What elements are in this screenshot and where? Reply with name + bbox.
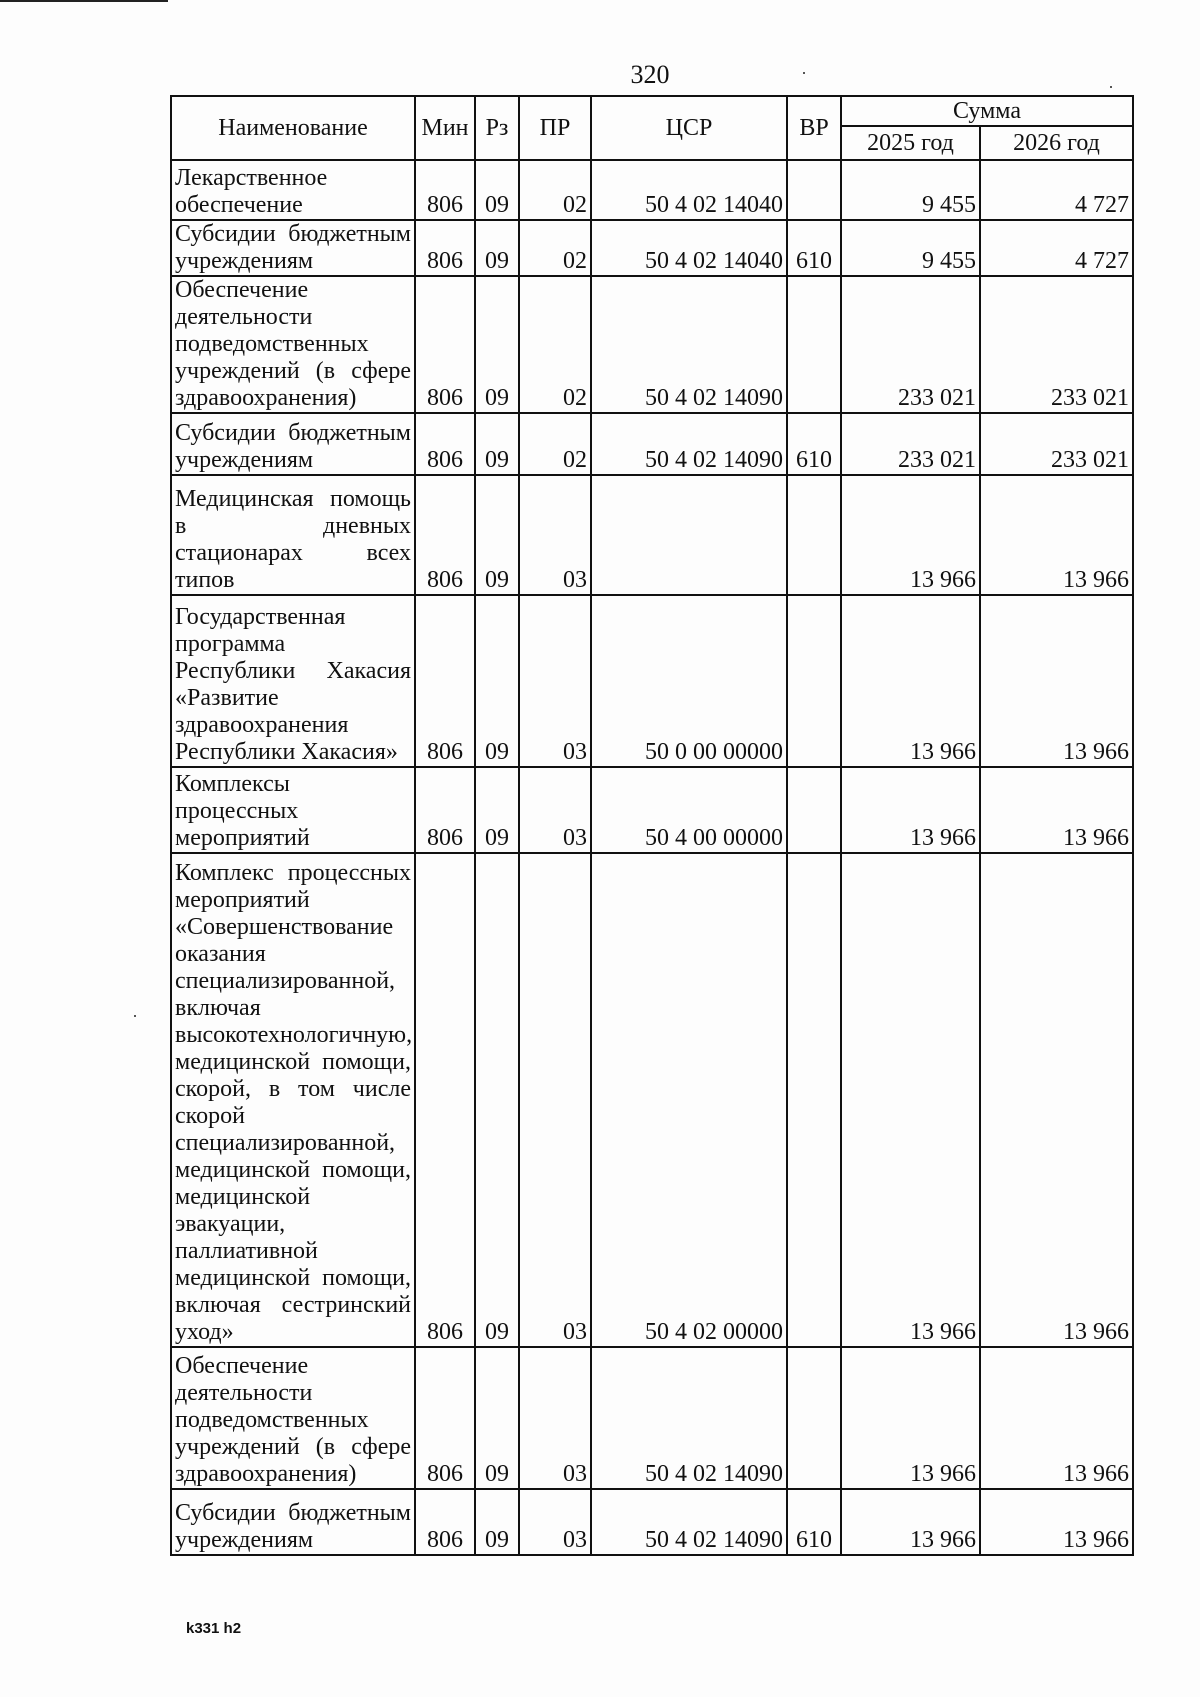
row-csr: 50 0 00 00000 [591, 595, 787, 767]
row-amount-2026: 233 021 [980, 413, 1133, 475]
row-pr: 03 [519, 475, 591, 595]
row-amount-2026: 13 966 [980, 853, 1133, 1347]
row-csr: 50 4 02 14040 [591, 220, 787, 276]
row-name: Субсидии бюджетным учреждениям [171, 413, 415, 475]
row-min: 806 [415, 160, 475, 220]
row-amount-2026: 13 966 [980, 1489, 1133, 1555]
row-min: 806 [415, 220, 475, 276]
row-name: Комплекс процессных мероприятий «Совершенствование оказания специализированной, включая высокотехнологичную, медицинской помощи, скорой, в том числе скорой специализированной, медицинской помощи, медицинской эвакуации, паллиативной медицинской помощи, включая сестринский уход» [171, 853, 415, 1347]
row-csr: 50 4 02 00000 [591, 853, 787, 1347]
row-min: 806 [415, 853, 475, 1347]
page-number: 320 [630, 60, 670, 89]
row-name: Комплексы процессных мероприятий [171, 767, 415, 853]
row-min: 806 [415, 1347, 475, 1489]
row-min: 806 [415, 413, 475, 475]
row-rz: 09 [475, 853, 519, 1347]
row-csr: 50 4 02 14090 [591, 1347, 787, 1489]
row-amount-2025: 233 021 [841, 276, 980, 413]
row-rz: 09 [475, 413, 519, 475]
row-rz: 09 [475, 595, 519, 767]
header-pr: ПР [519, 96, 591, 160]
row-vr [787, 160, 841, 220]
row-name: Лекарственное обеспечение [171, 160, 415, 220]
row-csr [591, 475, 787, 595]
row-amount-2025: 13 966 [841, 595, 980, 767]
row-name: Государственная программа Республики Хакасия «Развитие здравоохранения Республики Хакасия» [171, 595, 415, 767]
row-min: 806 [415, 1489, 475, 1555]
row-pr: 02 [519, 160, 591, 220]
row-rz: 09 [475, 1489, 519, 1555]
row-min: 806 [415, 595, 475, 767]
row-pr: 03 [519, 1347, 591, 1489]
budget-table [170, 95, 1134, 1556]
row-pr: 03 [519, 767, 591, 853]
table-body [171, 160, 1133, 1555]
row-amount-2026: 13 966 [980, 1347, 1133, 1489]
row-csr: 50 4 00 00000 [591, 767, 787, 853]
row-amount-2025: 9 455 [841, 220, 980, 276]
row-amount-2026: 4 727 [980, 160, 1133, 220]
row-amount-2025: 13 966 [841, 853, 980, 1347]
row-rz: 09 [475, 1347, 519, 1489]
row-vr [787, 1347, 841, 1489]
row-min: 806 [415, 475, 475, 595]
row-amount-2025: 13 966 [841, 1347, 980, 1489]
row-vr [787, 767, 841, 853]
table-row [171, 220, 1133, 276]
table-row [171, 475, 1133, 595]
row-amount-2025: 13 966 [841, 767, 980, 853]
row-amount-2025: 233 021 [841, 413, 980, 475]
row-csr: 50 4 02 14090 [591, 1489, 787, 1555]
row-min: 806 [415, 276, 475, 413]
row-pr: 03 [519, 1489, 591, 1555]
scan-speck [1110, 86, 1112, 88]
table-row [171, 1489, 1133, 1555]
top-edge-line [0, 0, 168, 2]
table-row [171, 413, 1133, 475]
row-csr: 50 4 02 14040 [591, 160, 787, 220]
row-rz: 09 [475, 475, 519, 595]
row-rz: 09 [475, 767, 519, 853]
row-amount-2026: 13 966 [980, 475, 1133, 595]
header-year-2025: 2025 год [841, 126, 980, 160]
row-csr: 50 4 02 14090 [591, 276, 787, 413]
header-year-2026: 2026 год [980, 126, 1133, 160]
table-row [171, 160, 1133, 220]
table-header [171, 96, 1133, 160]
row-pr: 03 [519, 595, 591, 767]
row-rz: 09 [475, 160, 519, 220]
scan-speck [134, 1015, 136, 1017]
footer-code: k331 h2 [186, 1620, 242, 1637]
row-vr: 610 [787, 1489, 841, 1555]
row-rz: 09 [475, 220, 519, 276]
row-amount-2026: 233 021 [980, 276, 1133, 413]
row-name: Обеспечение деятельности подведомственных учреждений (в сфере здравоохранения) [171, 1347, 415, 1489]
row-vr: 610 [787, 220, 841, 276]
scan-speck [803, 72, 805, 74]
row-vr: 610 [787, 413, 841, 475]
row-vr [787, 595, 841, 767]
row-name: Субсидии бюджетным учреждениям [171, 220, 415, 276]
row-pr: 02 [519, 276, 591, 413]
row-amount-2025: 13 966 [841, 1489, 980, 1555]
table-row [171, 595, 1133, 767]
table-row [171, 853, 1133, 1347]
table-row [171, 276, 1133, 413]
row-rz: 09 [475, 276, 519, 413]
row-pr: 02 [519, 220, 591, 276]
header-name: Наименование [171, 96, 415, 160]
row-pr: 03 [519, 853, 591, 1347]
row-amount-2026: 13 966 [980, 767, 1133, 853]
header-rz: Рз [475, 96, 519, 160]
row-amount-2025: 13 966 [841, 475, 980, 595]
row-name: Медицинская помощь в дневных стационарах всех типов [171, 475, 415, 595]
row-name: Обеспечение деятельности подведомственных учреждений (в сфере здравоохранения) [171, 276, 415, 413]
row-vr [787, 853, 841, 1347]
row-amount-2025: 9 455 [841, 160, 980, 220]
header-min: Мин [415, 96, 475, 160]
row-amount-2026: 13 966 [980, 595, 1133, 767]
row-pr: 02 [519, 413, 591, 475]
table-row [171, 1347, 1133, 1489]
row-name: Субсидии бюджетным учреждениям [171, 1489, 415, 1555]
header-csr: ЦСР [591, 96, 787, 160]
header-vr: ВР [787, 96, 841, 160]
row-vr [787, 276, 841, 413]
row-amount-2026: 4 727 [980, 220, 1133, 276]
row-csr: 50 4 02 14090 [591, 413, 787, 475]
header-sum: Сумма [841, 96, 1133, 126]
row-min: 806 [415, 767, 475, 853]
row-vr [787, 475, 841, 595]
table-row [171, 767, 1133, 853]
